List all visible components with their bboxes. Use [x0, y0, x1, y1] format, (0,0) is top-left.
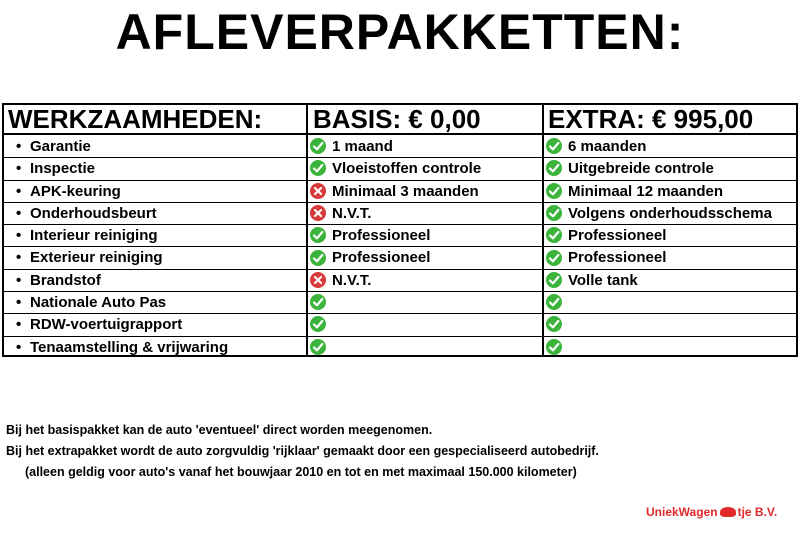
header-basis: BASIS: € 0,00: [313, 104, 481, 134]
table-row: [2, 247, 798, 269]
table-row: [2, 203, 798, 225]
row-item-label: Garantie: [30, 138, 91, 155]
extra-value: 6 maanden: [568, 138, 647, 155]
check-icon: [546, 250, 562, 266]
basis-value: 1 maand: [332, 138, 393, 155]
extra-cell: [546, 337, 568, 359]
bullet-icon: •: [16, 338, 22, 356]
cross-icon: [310, 272, 326, 288]
table-header: [2, 105, 798, 135]
row-item-label: Inspectie: [30, 160, 96, 178]
check-icon: [546, 183, 562, 199]
check-icon: [546, 316, 562, 332]
extra-cell: [546, 247, 666, 269]
check-icon: [546, 294, 562, 310]
extra-cell: [546, 270, 638, 292]
extra-cell: [546, 136, 646, 158]
basis-value: Professioneel: [332, 227, 431, 245]
check-icon: [310, 250, 326, 266]
row-item-label: Onderhoudsbeurt: [30, 204, 157, 222]
check-icon: [546, 138, 562, 154]
check-icon: [310, 160, 326, 176]
basis-value: Minimaal 3 maanden: [332, 182, 479, 200]
row-item: [16, 314, 182, 336]
row-item: [16, 136, 91, 158]
note-condition: (alleen geldig voor auto's vanaf het bouwjaar 2010 en tot en met maximaal 150.000 kilometer): [25, 465, 577, 479]
extra-value: Professioneel: [568, 227, 667, 245]
bullet-icon: •: [16, 182, 22, 200]
row-item-label: Interieur reiniging: [30, 227, 158, 245]
extra-cell: [546, 181, 723, 203]
basis-cell: [310, 314, 332, 336]
extra-cell: [546, 225, 666, 247]
extra-cell: [546, 314, 568, 336]
extra-value: Volgens onderhoudsschema: [568, 204, 772, 222]
check-icon: [546, 160, 562, 176]
cross-icon: [310, 183, 326, 199]
header-extra: EXTRA: € 995,00: [548, 104, 754, 134]
basis-cell: [310, 292, 332, 314]
check-icon: [546, 205, 562, 221]
cross-icon: [310, 205, 326, 221]
table-row: [2, 136, 798, 158]
row-item-label: APK-keuring: [30, 182, 121, 200]
row-item-label: RDW-voertuigrapport: [30, 316, 183, 334]
row-item: [16, 203, 157, 225]
extra-value: Professioneel: [568, 249, 667, 267]
row-item-label: Exterieur reiniging: [30, 249, 163, 267]
check-icon: [546, 339, 562, 355]
basis-value: Vloeistoffen controle: [332, 160, 482, 178]
check-icon: [310, 227, 326, 243]
basis-value: N.V.T.: [332, 204, 372, 222]
row-item-label: Nationale Auto Pas: [30, 294, 167, 312]
basis-cell: [310, 337, 332, 359]
basis-cell: [310, 181, 479, 203]
row-item: [16, 292, 166, 314]
bullet-icon: •: [16, 316, 22, 334]
notes: [6, 420, 599, 483]
table-body: [2, 136, 798, 359]
row-item-label: Tenaamstelling & vrijwaring: [30, 338, 229, 356]
extra-value: Minimaal 12 maanden: [568, 182, 724, 200]
table-row: [2, 314, 798, 336]
company-logo: [646, 505, 777, 519]
header-werkzaamheden: WERKZAAMHEDEN:: [8, 104, 263, 134]
row-item: [16, 181, 121, 203]
basis-value: N.V.T.: [332, 271, 372, 289]
note-extra: Bij het extrapakket wordt de auto zorgvuldig 'rijklaar' gemaakt door een gespecialiseerd autobedrijf.: [6, 444, 599, 458]
extra-value: Uitgebreide controle: [568, 160, 714, 178]
row-item-label: Brandstof: [30, 271, 101, 289]
extra-cell: [546, 158, 714, 180]
logo-text-part2: tje B.V.: [737, 505, 778, 519]
check-icon: [310, 316, 326, 332]
basis-cell: [310, 270, 371, 292]
table-row: [2, 292, 798, 314]
note-basis: Bij het basispakket kan de auto 'eventueel' direct worden meegenomen.: [6, 423, 433, 437]
table-row: [2, 181, 798, 203]
page-title: AFLEVERPAKKETTEN:: [115, 4, 685, 60]
bullet-icon: •: [16, 294, 22, 312]
table-row: [2, 270, 798, 292]
bullet-icon: •: [16, 271, 22, 289]
row-item: [16, 337, 228, 359]
bullet-icon: •: [16, 204, 22, 222]
row-item: [16, 247, 163, 269]
check-icon: [310, 339, 326, 355]
bullet-icon: •: [16, 249, 22, 267]
check-icon: [546, 272, 562, 288]
basis-cell: [310, 225, 430, 247]
extra-cell: [546, 203, 772, 225]
row-item: [16, 270, 101, 292]
bullet-icon: •: [16, 138, 22, 155]
table-row: [2, 225, 798, 247]
row-item: [16, 158, 95, 180]
table-row: [2, 337, 798, 359]
car-icon: [720, 507, 736, 517]
basis-value: Professioneel: [332, 249, 431, 267]
basis-cell: [310, 136, 393, 158]
bullet-icon: •: [16, 160, 22, 178]
packages-table: [2, 103, 798, 357]
logo-text-part1: UniekWagen: [646, 505, 718, 519]
bullet-icon: •: [16, 227, 22, 245]
table-row: [2, 158, 798, 180]
row-item: [16, 225, 158, 247]
check-icon: [546, 227, 562, 243]
basis-cell: [310, 247, 430, 269]
check-icon: [310, 138, 326, 154]
basis-cell: [310, 158, 481, 180]
basis-cell: [310, 203, 371, 225]
check-icon: [310, 294, 326, 310]
extra-value: Volle tank: [568, 271, 638, 289]
extra-cell: [546, 292, 568, 314]
